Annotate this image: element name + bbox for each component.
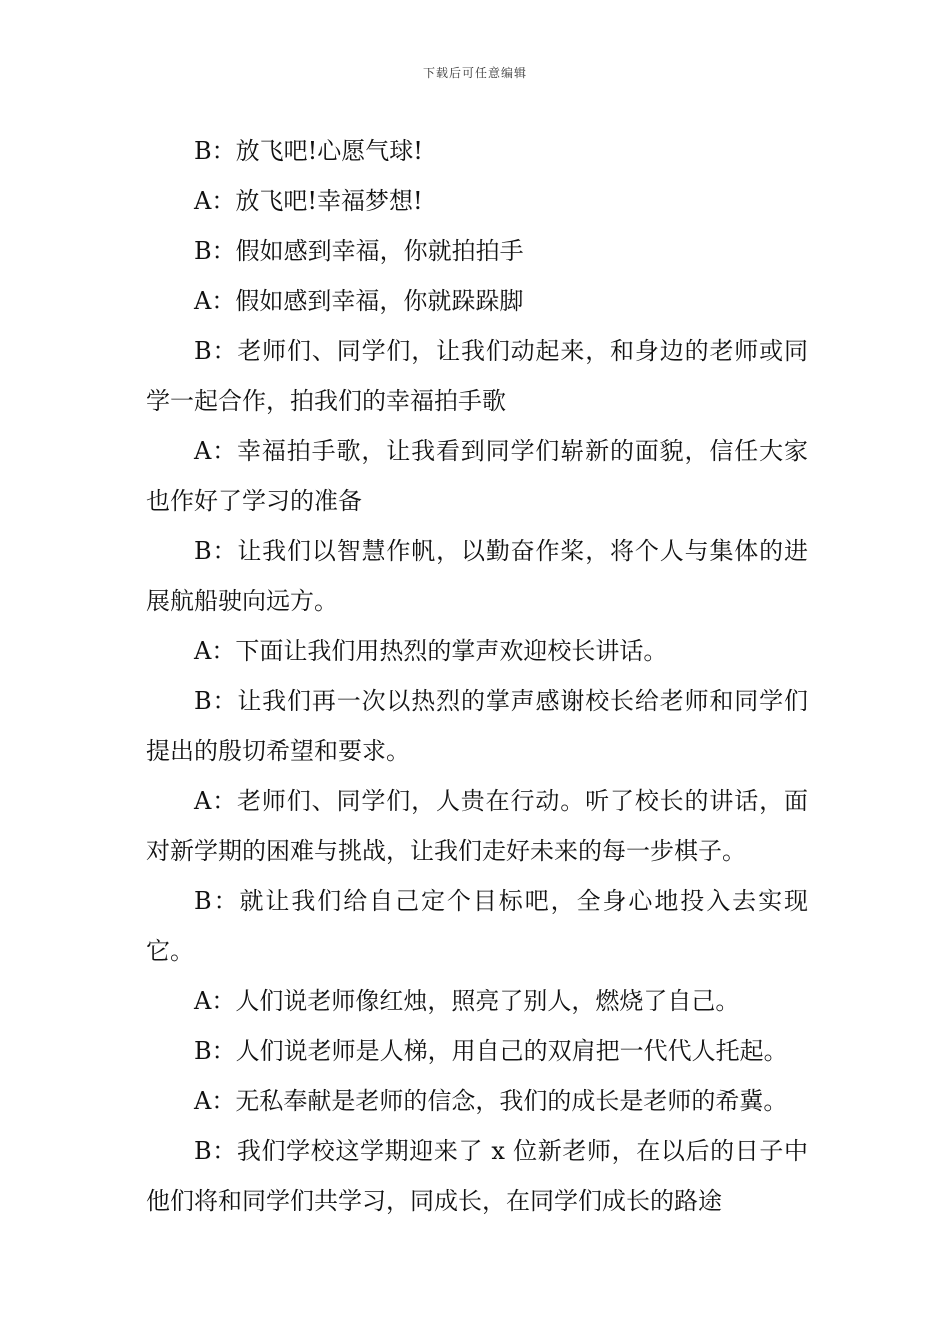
document-body	[146, 126, 808, 1226]
paragraph: A：下面让我们用热烈的掌声欢迎校长讲话。	[194, 637, 668, 665]
paragraph: B：让我们以智慧作帆，以勤奋作桨，将个人与集体的进展航船驶向远方。	[146, 537, 808, 615]
paragraph: B：就让我们给自己定个目标吧，全身心地投入去实现它。	[146, 887, 808, 965]
paragraph: A：放飞吧!幸福梦想!	[194, 187, 423, 215]
paragraph: A：人们说老师像红烛，照亮了别人，燃烧了自己。	[194, 987, 740, 1015]
paragraph: A：无私奉献是老师的信念，我们的成长是老师的希冀。	[194, 1087, 788, 1115]
paragraph: B：我们学校这学期迎来了 x 位新老师，在以后的日子中他们将和同学们共学习，同成长，在同学们成长的路途	[146, 1137, 808, 1215]
paragraph: B：老师们、同学们，让我们动起来，和身边的老师或同学一起合作，拍我们的幸福拍手歌	[146, 337, 808, 415]
paragraph: B：让我们再一次以热烈的掌声感谢校长给老师和同学们提出的殷切希望和要求。	[146, 687, 808, 765]
paragraph: A：老师们、同学们，人贵在行动。听了校长的讲话，面对新学期的困难与挑战，让我们走好未来的每一步棋子。	[146, 787, 808, 865]
paragraph: B：假如感到幸福，你就拍拍手	[194, 237, 524, 265]
paragraph: A：幸福拍手歌，让我看到同学们崭新的面貌，信任大家也作好了学习的准备	[146, 437, 808, 515]
paragraph: A：假如感到幸福，你就跺跺脚	[194, 287, 524, 315]
paragraph: B：人们说老师是人梯，用自己的双肩把一代代人托起。	[194, 1037, 788, 1065]
page-header: 下载后可任意编辑	[422, 66, 527, 80]
paragraph: B：放飞吧!心愿气球!	[194, 137, 423, 165]
